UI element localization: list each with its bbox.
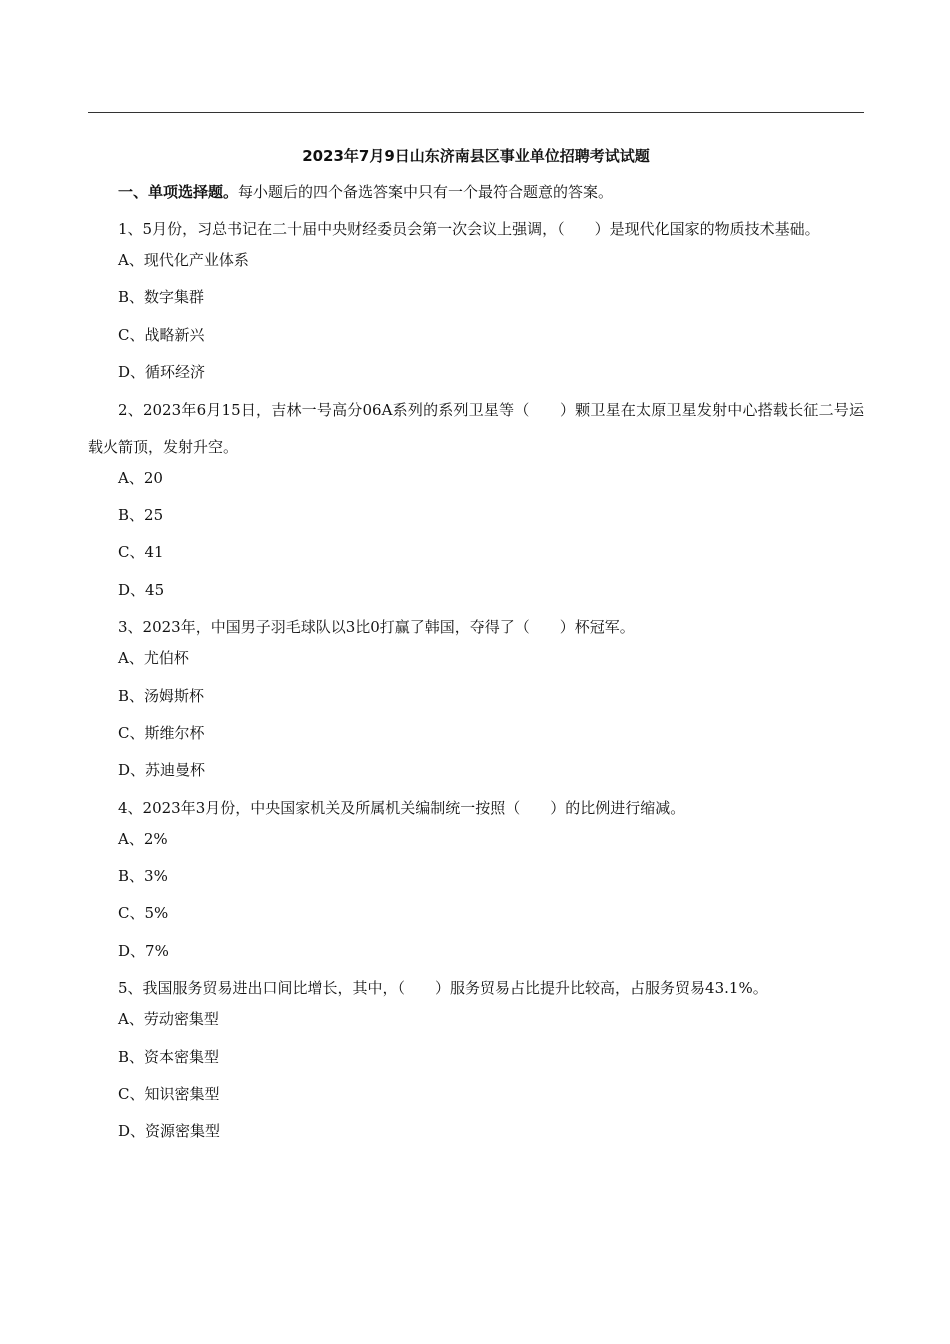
question-text: 3、2023年，中国男子羽毛球队以3比0打赢了韩国，夺得了（ ）杯冠军。 xyxy=(118,618,635,637)
header-rule xyxy=(88,112,864,113)
option-c: C、斯维尔杯 xyxy=(118,723,205,742)
option-c: C、战略新兴 xyxy=(118,325,205,344)
option-b: B、资本密集型 xyxy=(118,1047,220,1066)
document-body xyxy=(88,144,864,1157)
question-text: 5、我国服务贸易进出口间比增长，其中，（ ）服务贸易占比提升比较高，占服务贸易43.1%。 xyxy=(118,979,768,998)
question-4 xyxy=(88,790,864,963)
option-a: A、20 xyxy=(118,468,163,487)
question-5 xyxy=(88,970,864,1143)
question-1 xyxy=(88,211,864,384)
section-heading: 一、单项选择题。 xyxy=(118,183,239,201)
option-b: B、3% xyxy=(118,867,168,886)
question-3 xyxy=(88,609,864,782)
question-text: 2、2023年6月15日，吉林一号高分06A系列的系列卫星等（ ）颗卫星在太原卫星发射中心搭载长征二号运载火箭顶，发射升空。 xyxy=(88,400,864,456)
question-2 xyxy=(88,392,864,602)
option-d: D、苏迪曼杯 xyxy=(118,761,206,780)
question-text: 1、5月份，习总书记在二十届中央财经委员会第一次会议上强调，（ ）是现代化国家的物质技术基础。 xyxy=(118,220,820,238)
option-d: D、45 xyxy=(118,580,165,599)
option-a: A、现代化产业体系 xyxy=(118,251,249,269)
option-d: D、资源密集型 xyxy=(118,1122,221,1141)
section-header xyxy=(88,180,864,204)
option-b: B、25 xyxy=(118,505,164,524)
option-b: B、汤姆斯杯 xyxy=(118,686,205,705)
question-text: 4、2023年3月份，中央国家机关及所属机关编制统一按照（ ）的比例进行缩减。 xyxy=(118,798,686,817)
page-title: 2023年7月9日山东济南县区事业单位招聘考试试题 xyxy=(302,147,650,165)
option-d: D、7% xyxy=(118,941,169,960)
option-d: D、循环经济 xyxy=(118,363,206,382)
section-description: 每小题后的四个备选答案中只有一个最符合题意的答案。 xyxy=(238,183,614,201)
option-a: A、劳动密集型 xyxy=(118,1010,219,1029)
option-c: C、知识密集型 xyxy=(118,1085,220,1104)
option-a: A、2% xyxy=(118,829,168,848)
option-b: B、数字集群 xyxy=(118,288,205,307)
option-c: C、41 xyxy=(118,543,164,562)
option-a: A、尤伯杯 xyxy=(118,649,189,668)
option-c: C、5% xyxy=(118,904,169,923)
